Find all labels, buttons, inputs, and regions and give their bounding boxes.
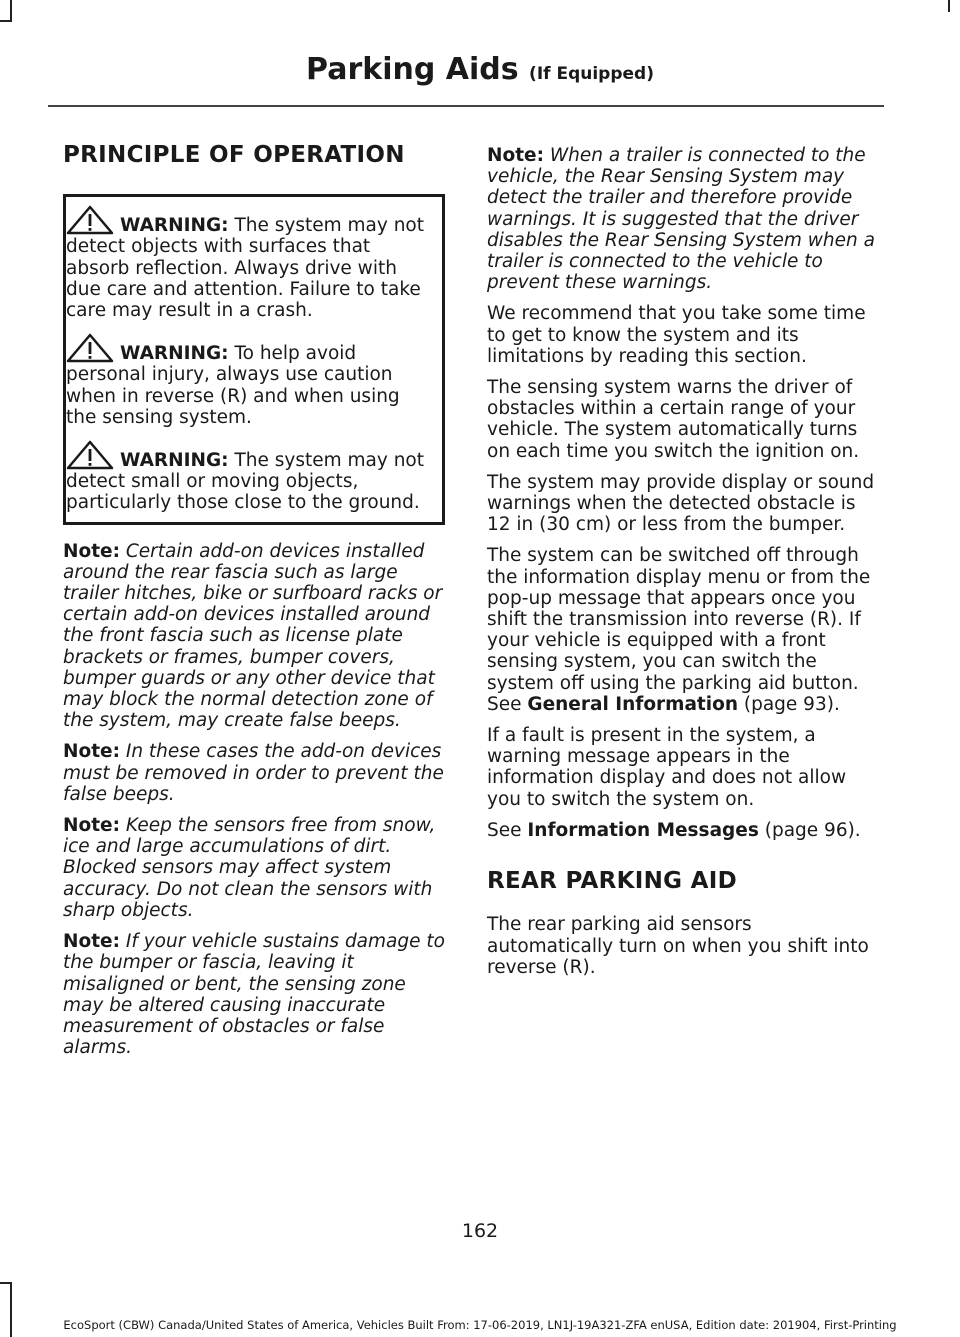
warning-triangle-icon (66, 440, 114, 470)
paragraph-see-messages: See Information Messages (page 96). (487, 819, 861, 841)
note-3: Note: Keep the sensors free from snow, ice and large accumulations of dirt. Blocked sensors may affect system accuracy. Do not clean the sensors with sharp objects. (63, 815, 436, 921)
page-header (0, 52, 960, 87)
header-rule (48, 105, 884, 107)
crop-mark-top-right (948, 0, 950, 12)
warning-3 (66, 440, 434, 514)
warning-triangle-icon (66, 333, 114, 363)
warning-1 (66, 205, 434, 321)
warning-label: WARNING: (120, 215, 229, 237)
note-trailer: Note: When a trailer is connected to the vehicle, the Rear Sensing System may detect the trailer and therefore provide warnings. It is suggested that the driver disables the Rear Sensing System when a trailer is connected to the vehicle to prevent these warnings. (487, 145, 875, 294)
warning-text: The system may not detect small or moving objects, particularly those close to the ground. (66, 450, 424, 514)
section-heading-rear-parking-aid: REAR PARKING AID (487, 868, 737, 895)
page-number: 162 (461, 1220, 499, 1242)
paragraph-recommend: We recommend that you take some time to get to know the system and its limitations by reading this section. (487, 303, 866, 367)
section-heading-principle: PRINCIPLE OF OPERATION (63, 142, 405, 168)
warning-text: The system may not detect objects with surfaces that absorb reflection. Always drive with due care and attention. Failure to take care may result in a crash. (66, 215, 424, 322)
note-2: Note: In these cases the add-on devices must be removed in order to prevent the false beeps. (63, 741, 444, 805)
warning-text: To help avoid personal injury, always use caution when in reverse (R) and when using the sensing system. (66, 343, 400, 428)
header-title: Parking Aids (306, 52, 519, 87)
xref-information-messages[interactable]: Information Messages (527, 819, 759, 841)
paragraph-sensing-system: The sensing system warns the driver of obstacles within a certain range of your vehicle. The system automatically turns on each time you switch the ignition on. (487, 377, 860, 462)
crop-mark-bottom-left-h (0, 1282, 12, 1284)
right-column (487, 145, 881, 988)
warning-label: WARNING: (120, 343, 229, 365)
crop-mark-top-left-v (10, 0, 12, 22)
footer-edition-info: EcoSport (CBW) Canada/United States of America, Vehicles Built From: 17-06-2019, LN1J-19A321-ZFA enUSA, Edition date: 201904, First-Printing (63, 1318, 897, 1332)
paragraph-switch-off: The system can be switched off through the information display menu or from the pop-up message that appears once you shift the transmission into reverse (R). If your vehicle is equipped with a front sensing system, you can switch the system off using the parking aid button. See General Information (page 93). (487, 545, 871, 715)
paragraph-rear-sensors: The rear parking aid sensors automatically turn on when you shift into reverse (R). (487, 914, 869, 978)
warning-triangle-icon (66, 205, 114, 235)
warning-2 (66, 333, 434, 428)
note-4: Note: If your vehicle sustains damage to the bumper or fascia, leaving it misaligned or bent, the sensing zone may be altered causing inaccurate measurement of obstacles or false alarms. (63, 931, 445, 1059)
xref-general-information[interactable]: General Information (527, 693, 738, 715)
warning-label: WARNING: (120, 450, 229, 472)
left-column (63, 142, 445, 1068)
paragraph-warnings-range: The system may provide display or sound warnings when the detected obstacle is 12 in (30 cm) or less from the bumper. (487, 471, 875, 536)
header-subtitle: (If Equipped) (529, 64, 654, 84)
note-1: Note: Certain add-on devices installed around the rear fascia such as large trailer hitches, bike or surfboard racks or certain add-on devices installed around the front fascia such as license plate brackets or frames, bumper covers, bumper guards or any other device that may block the normal detection zone of the system, may create false beeps. (63, 540, 443, 732)
warning-box (63, 194, 445, 524)
paragraph-fault: If a fault is present in the system, a warning message appears in the information display and does not allow you to switch the system on. (487, 725, 847, 810)
crop-mark-top-left-h (0, 20, 12, 22)
